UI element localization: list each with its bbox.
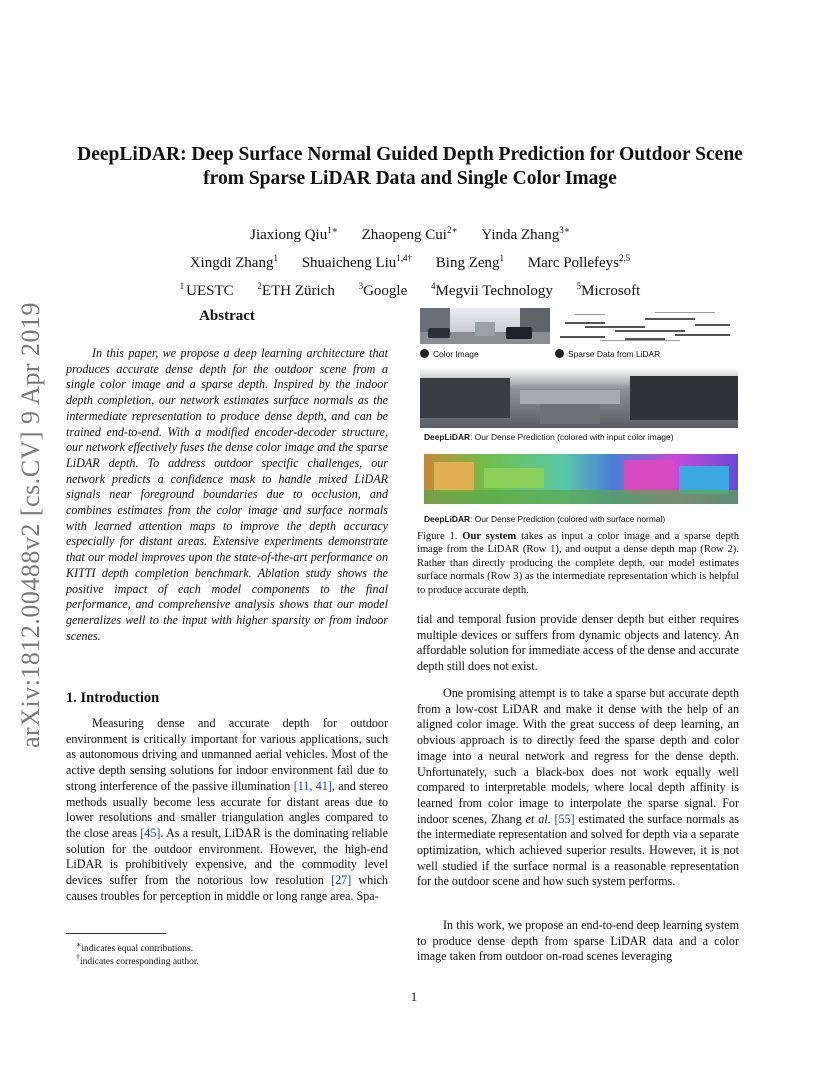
affiliation: $^5$Microsoft [576, 281, 641, 299]
intro-paragraph-1-continued: tial and temporal fusion provide denser depth but either requires multiple devices or suffers from dynamic objects and latency. An affordable solution for immediate access of the dense and accurate depth still does not exist. [417, 612, 739, 674]
author-row-1 [100, 219, 720, 247]
lidar-icon [555, 349, 564, 358]
author: Zhaopeng Cui$^{2∗}$ [361, 225, 458, 243]
affiliation: $^1$ UESTC [179, 281, 234, 299]
title-line-1: DeepLiDAR: Deep Surface Normal Guided Depth Prediction for Outdoor Scene [77, 144, 743, 165]
label-dense-normal: DeepLiDAR: Our Dense Prediction (colored with surface normal) [424, 514, 666, 524]
intro-paragraph-3: In this work, we propose an end-to-end deep learning system to produce dense depth from sparse LiDAR data and a color image taken from outdoor on-road scenes leveraging [417, 918, 739, 964]
sparse-lidar-image [555, 308, 738, 344]
footnote-divider [66, 933, 166, 934]
figure-1 [420, 308, 738, 526]
dense-prediction-color [420, 368, 738, 428]
footnote: ∗indicates equal contributions. [76, 940, 193, 955]
paper-title [60, 143, 760, 191]
author: Shuaicheng Liu$^{1,4\dagger}$ [301, 253, 413, 271]
author-row-2 [100, 247, 720, 275]
camera-icon [420, 349, 429, 358]
dense-prediction-normal [424, 448, 738, 510]
author-block [100, 219, 720, 303]
page-number: 1 [410, 990, 418, 1004]
arxiv-stamp [6, 290, 56, 760]
author: Jiaxiong Qiu$^{1∗}$ [250, 225, 338, 243]
intro-paragraph-2: One promising attempt is to take a sparse but accurate depth from a low-cost LiDAR and make it dense with the help of an aligned color image. With the great success of deep learning, an obvious approach is to directly feed the sparse depth and color image into a neural network and regress for the dense depth. Unfortunately, such a black-box does not work equally well compared to interpretable models, where local depth affinity is learned from color image to interpolate the sparse signal. For indoor scenes, Zhang et al. [55] estimated the surface normals as the intermediate representation and solved for depth via a separate optimization, which achieved superior results. However, it is not well studied if the surface normal is a reasonable representation for the outdoor scene and how such system performs. [417, 686, 740, 889]
affiliation: $^2$ETH Zürich [257, 281, 335, 299]
citation-link[interactable]: [11, 41] [293, 778, 332, 793]
label-color-image: Color Image [420, 349, 479, 359]
section-heading-introduction: 1. Introduction [66, 690, 160, 706]
author: Marc Pollefeys$^{2,5}$ [527, 253, 631, 271]
figure-caption: Figure 1. Our system takes as input a color image and a sparse depth image from the LiDAR (Row 1), and output a dense depth map (Row 2). Rather than directly producing the complete depth, our model estimates surface normals (Row 3) as the intermediate representation which is helpful to produce accurate depth. [417, 531, 739, 596]
abstract-text: In this paper, we propose a deep learning architecture that produces accurate dense depth for the outdoor scene from a single color image and a sparse depth. Inspired by the indoor depth completion, our network estimates surface normals as the intermediate representation to produce dense depth, and can be trained end-to-end. With a modified encoder-decoder structure, our network effectively fuses the dense color image and the sparse LiDAR depth. To address outdoor specific challenges, our network predicts a confidence mask to handle mixed LiDAR signals near foreground boundaries due to occlusion, and combines estimates from the color image and surface normals with learned attention maps to improve the depth accuracy especially for distant areas. Extensive experiments demonstrate that our model improves upon the state-of-the-art performance on KITTI depth completion benchmark. Ablation study shows the positive impact of each model components to the final performance, and comprehensive analysis shows that our model generalizes well to the input with higher sparsity or from indoor scenes. [66, 346, 388, 643]
title-line-2: from Sparse LiDAR Data and Single Color Image [203, 168, 617, 189]
intro-paragraph-1: Measuring dense and accurate depth for outdoor environment is critically important for various applications, such as autonomous driving and unmanned aerial vehicles. Most of the active depth sensing solutions for indoor environment fail due to strong interference of the passive illumination [11, 41], and stereo methods usually become less accurate for distant areas due to lower resolutions and smaller triangulation angles compared to the close areas [45]. As a result, LiDAR is the dominating reliable solution for the outdoor environment. However, the high-end LiDAR is prohibitively expensive, and the commodity level devices suffer from the notorious low resolution [27] which causes troubles for perception in middle or long range area. Spa- [66, 716, 389, 903]
citation-link[interactable]: [27] [331, 873, 352, 888]
label-dense-color: DeepLiDAR: Our Dense Prediction (colored with input color image) [424, 432, 674, 442]
affiliation-row [100, 275, 720, 303]
author: Bing Zeng$^1$ [435, 253, 505, 271]
author: Yinda Zhang$^{3∗}$ [481, 225, 570, 243]
footnote: †indicates corresponding author. [76, 953, 199, 968]
affiliation: $^4$Megvii Technology [430, 281, 553, 299]
abstract-heading: Abstract [199, 308, 255, 324]
color-image [420, 308, 550, 344]
author: Xingdi Zhang$^1$ [189, 253, 278, 271]
affiliation: $^3$Google [358, 281, 408, 299]
label-sparse-data: Sparse Data from LiDAR [555, 349, 660, 359]
arxiv-stamp-text: arXiv:1812.00488v2 [cs.CV] 9 Apr 2019 [16, 301, 45, 749]
citation-link[interactable]: [55] [554, 811, 575, 826]
citation-link[interactable]: [45] [140, 825, 161, 840]
